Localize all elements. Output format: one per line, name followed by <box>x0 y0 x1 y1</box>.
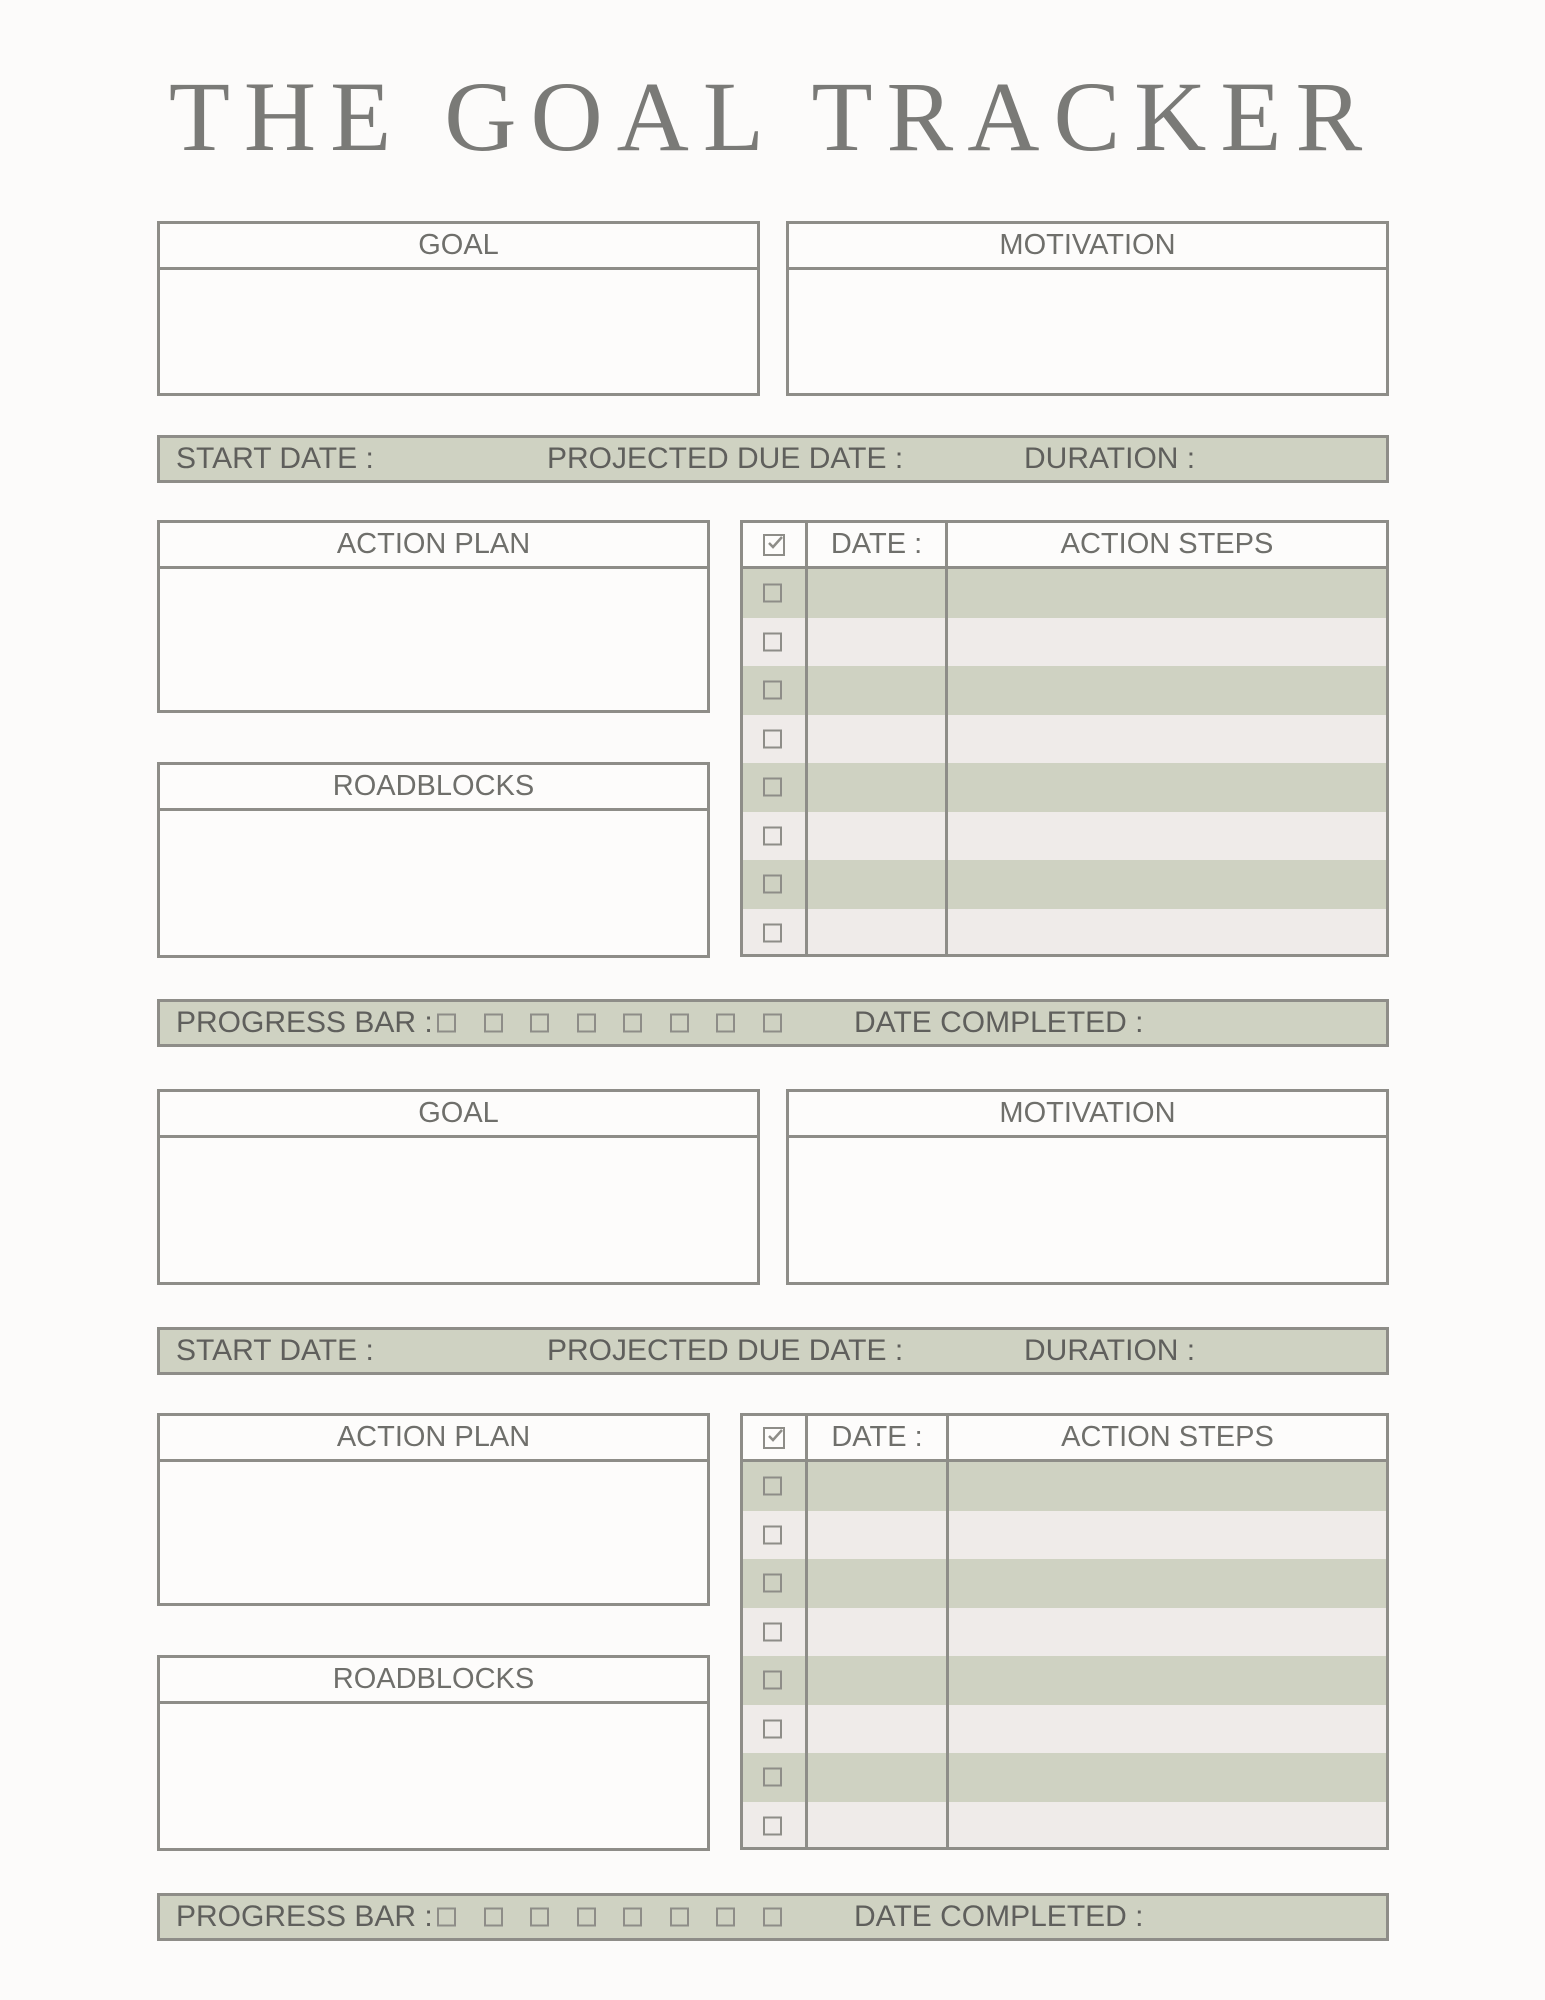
step-checkbox[interactable] <box>763 923 782 942</box>
goal-heading: GOAL <box>160 224 757 270</box>
action-plan-heading: ACTION PLAN <box>160 1416 707 1462</box>
goal-heading: GOAL <box>160 1092 757 1138</box>
progress-checkbox[interactable] <box>670 1908 689 1927</box>
progress-checkbox[interactable] <box>763 1014 782 1033</box>
check-box-icon <box>763 1427 785 1449</box>
projected-due-date-label: PROJECTED DUE DATE : <box>547 442 904 475</box>
roadblocks-heading: ROADBLOCKS <box>160 1658 707 1704</box>
motivation-heading: MOTIVATION <box>789 224 1386 270</box>
steps-header <box>743 1416 1386 1462</box>
step-checkbox[interactable] <box>763 1525 782 1544</box>
progress-bar <box>157 999 1389 1047</box>
step-checkbox[interactable] <box>763 1622 782 1641</box>
action-steps-column-header: ACTION STEPS <box>1061 1421 1274 1453</box>
progress-checkbox[interactable] <box>763 1908 782 1927</box>
column-divider <box>805 1416 808 1847</box>
progress-checkbox[interactable] <box>484 1908 503 1927</box>
progress-checkbox[interactable] <box>716 1908 735 1927</box>
step-checkbox[interactable] <box>763 1477 782 1496</box>
progress-checkbox[interactable] <box>530 1014 549 1033</box>
progress-bar-label: PROGRESS BAR : <box>176 1900 433 1933</box>
progress-checkbox[interactable] <box>623 1014 642 1033</box>
duration-label: DURATION : <box>1024 442 1196 475</box>
action-plan-box[interactable] <box>157 1413 710 1606</box>
action-steps-table <box>740 1413 1389 1850</box>
progress-checkbox[interactable] <box>577 1014 596 1033</box>
progress-checkbox[interactable] <box>577 1908 596 1927</box>
action-step-row <box>743 1802 1386 1851</box>
date-completed-label: DATE COMPLETED : <box>854 1900 1144 1933</box>
action-plan-heading: ACTION PLAN <box>160 523 707 569</box>
progress-checkbox[interactable] <box>437 1014 456 1033</box>
progress-checkbox[interactable] <box>484 1014 503 1033</box>
roadblocks-box[interactable] <box>157 1655 710 1851</box>
motivation-box[interactable] <box>786 1089 1389 1285</box>
page-title: THE GOAL TRACKER <box>168 61 1377 172</box>
projected-due-date-label: PROJECTED DUE DATE : <box>547 1334 904 1367</box>
progress-checkbox[interactable] <box>530 1908 549 1927</box>
date-column-header: DATE : <box>830 528 923 560</box>
step-checkbox[interactable] <box>763 1816 782 1835</box>
action-step-row <box>743 1656 1386 1705</box>
progress-checkbox[interactable] <box>623 1908 642 1927</box>
step-checkbox[interactable] <box>763 1671 782 1690</box>
action-step-row <box>743 1705 1386 1754</box>
date-column-header: DATE : <box>831 1421 923 1453</box>
progress-bar <box>157 1893 1389 1941</box>
progress-checkbox[interactable] <box>437 1908 456 1927</box>
progress-checkbox[interactable] <box>716 1014 735 1033</box>
dates-bar <box>157 1327 1389 1375</box>
goal-box[interactable] <box>157 1089 760 1285</box>
roadblocks-heading: ROADBLOCKS <box>160 765 707 811</box>
column-divider <box>946 1416 949 1847</box>
start-date-label: START DATE : <box>176 442 374 475</box>
action-step-row <box>743 1511 1386 1560</box>
progress-checkbox[interactable] <box>670 1014 689 1033</box>
motivation-heading: MOTIVATION <box>789 1092 1386 1138</box>
date-completed-label: DATE COMPLETED : <box>854 1006 1144 1039</box>
step-checkbox[interactable] <box>763 1768 782 1787</box>
action-step-row <box>743 1462 1386 1511</box>
step-checkbox[interactable] <box>763 1574 782 1593</box>
action-step-row <box>743 909 1386 958</box>
action-step-row <box>743 1559 1386 1608</box>
action-step-row <box>743 1753 1386 1802</box>
progress-bar-label: PROGRESS BAR : <box>176 1006 433 1039</box>
action-step-row <box>743 1608 1386 1657</box>
step-checkbox[interactable] <box>763 1719 782 1738</box>
duration-label: DURATION : <box>1024 1334 1196 1367</box>
action-steps-column-header: ACTION STEPS <box>1060 528 1274 560</box>
start-date-label: START DATE : <box>176 1334 374 1367</box>
